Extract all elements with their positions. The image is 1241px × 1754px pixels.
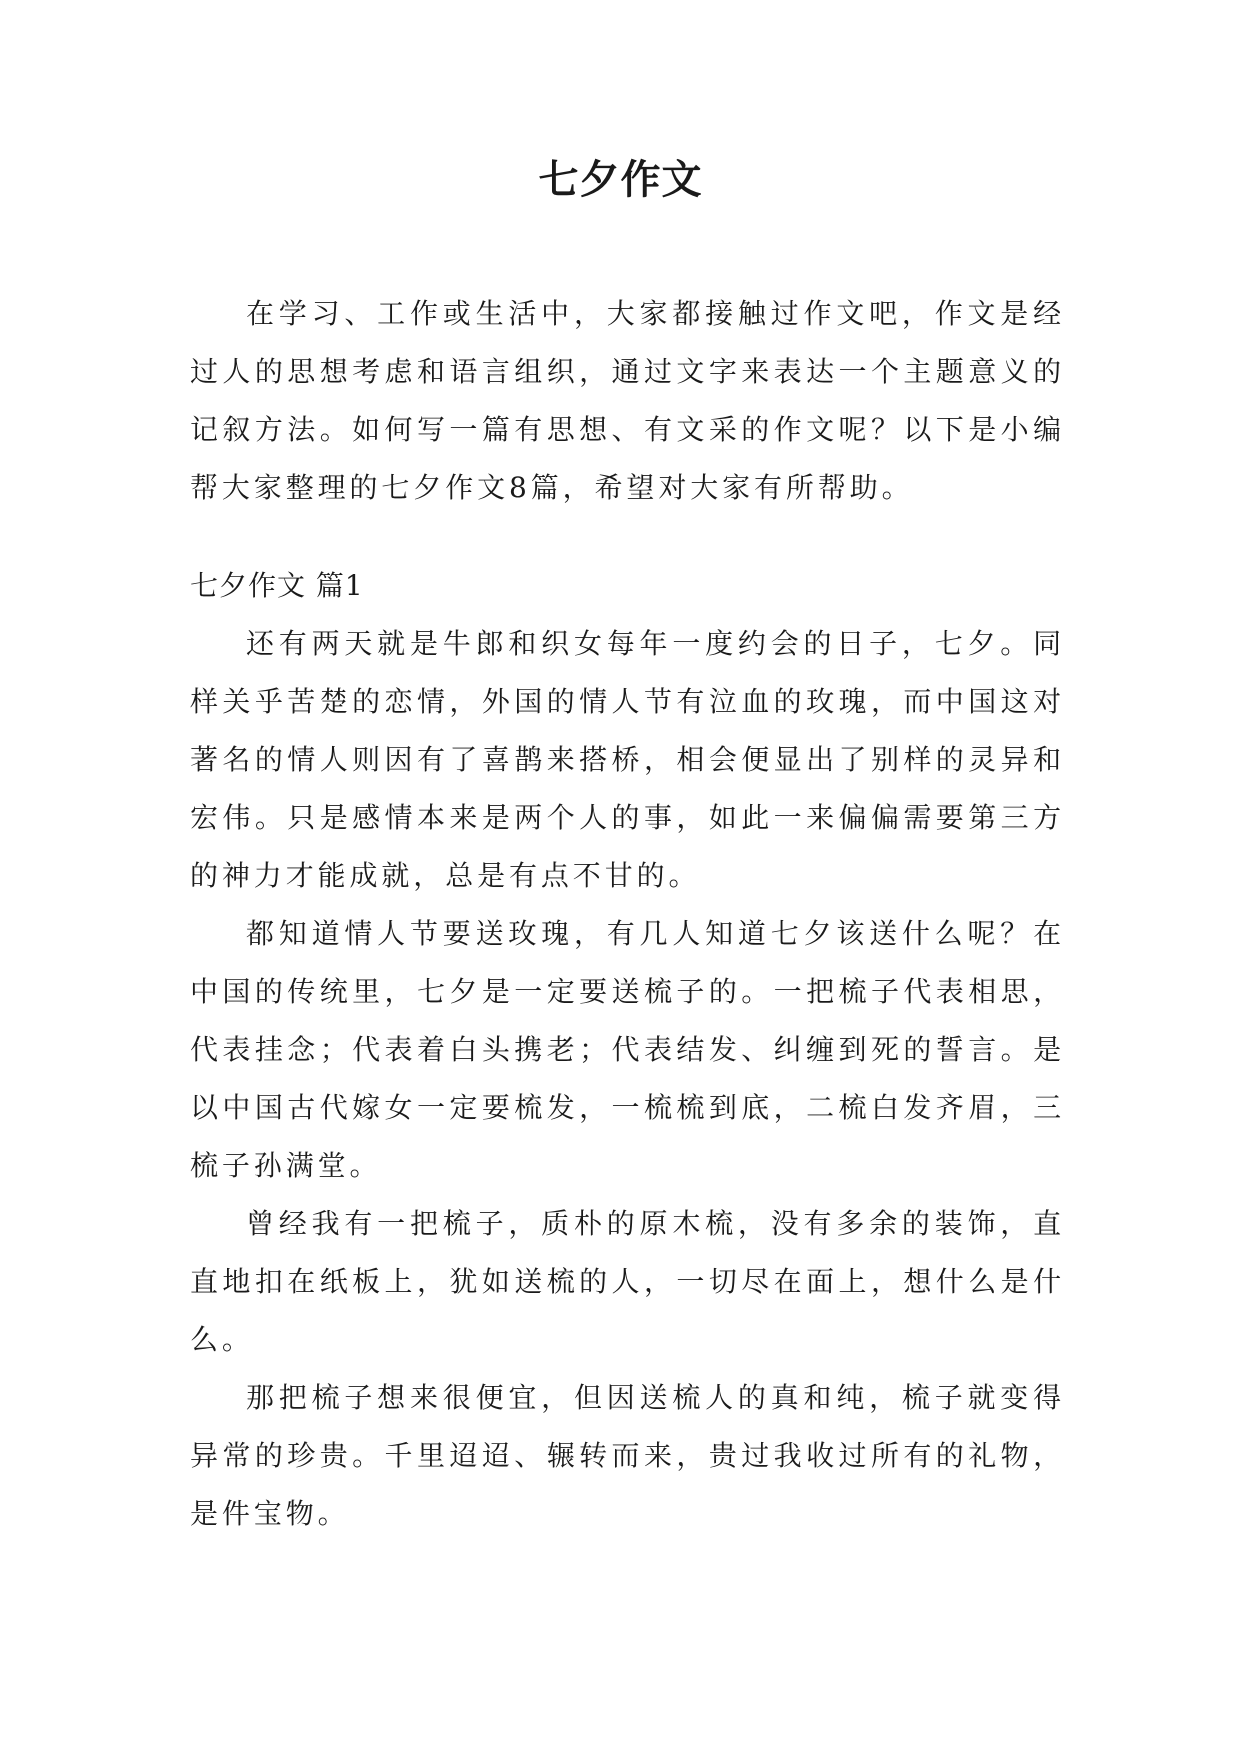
body-paragraph: 那把梳子想来很便宜，但因送梳人的真和纯，梳子就变得异常的珍贵。千里迢迢、辗转而来，贵过我收过所有的礼物，是件宝物。 — [190, 1381, 1065, 1530]
section-1 — [190, 557, 1065, 1543]
intro-paragraph: 在学习、工作或生活中，大家都接触过作文吧，作文是经过人的思想考虑和语言组织，通过文字来表达一个主题意义的记叙方法。如何写一篇有思想、有文采的作文呢？以下是小编帮大家整理的七夕作文8篇，希望对大家有所帮助。 — [190, 297, 1065, 504]
document-title: 七夕作文 — [538, 156, 703, 203]
document-body — [190, 285, 1065, 1543]
body-paragraph: 曾经我有一把梳子，质朴的原木梳，没有多余的装饰，直直地扣在纸板上，犹如送梳的人，一切尽在面上，想什么是什么。 — [190, 1207, 1065, 1356]
body-paragraph: 还有两天就是牛郎和织女每年一度约会的日子，七夕。同样关乎苦楚的恋情，外国的情人节有泣血的玫瑰，而中国这对著名的情人则因有了喜鹊来搭桥，相会便显出了别样的灵异和宏伟。只是感情本来是两个人的事，如此一来偏偏需要第三方的神力才能成就，总是有点不甘的。 — [190, 627, 1065, 892]
body-paragraph: 都知道情人节要送玫瑰，有几人知道七夕该送什么呢？在中国的传统里，七夕是一定要送梳子的。一把梳子代表相思，代表挂念；代表着白头携老；代表结发、纠缠到死的誓言。是以中国古代嫁女一定要梳发，一梳梳到底，二梳白发齐眉，三梳子孙满堂。 — [190, 917, 1065, 1182]
section-heading: 七夕作文 篇1 — [190, 569, 364, 602]
